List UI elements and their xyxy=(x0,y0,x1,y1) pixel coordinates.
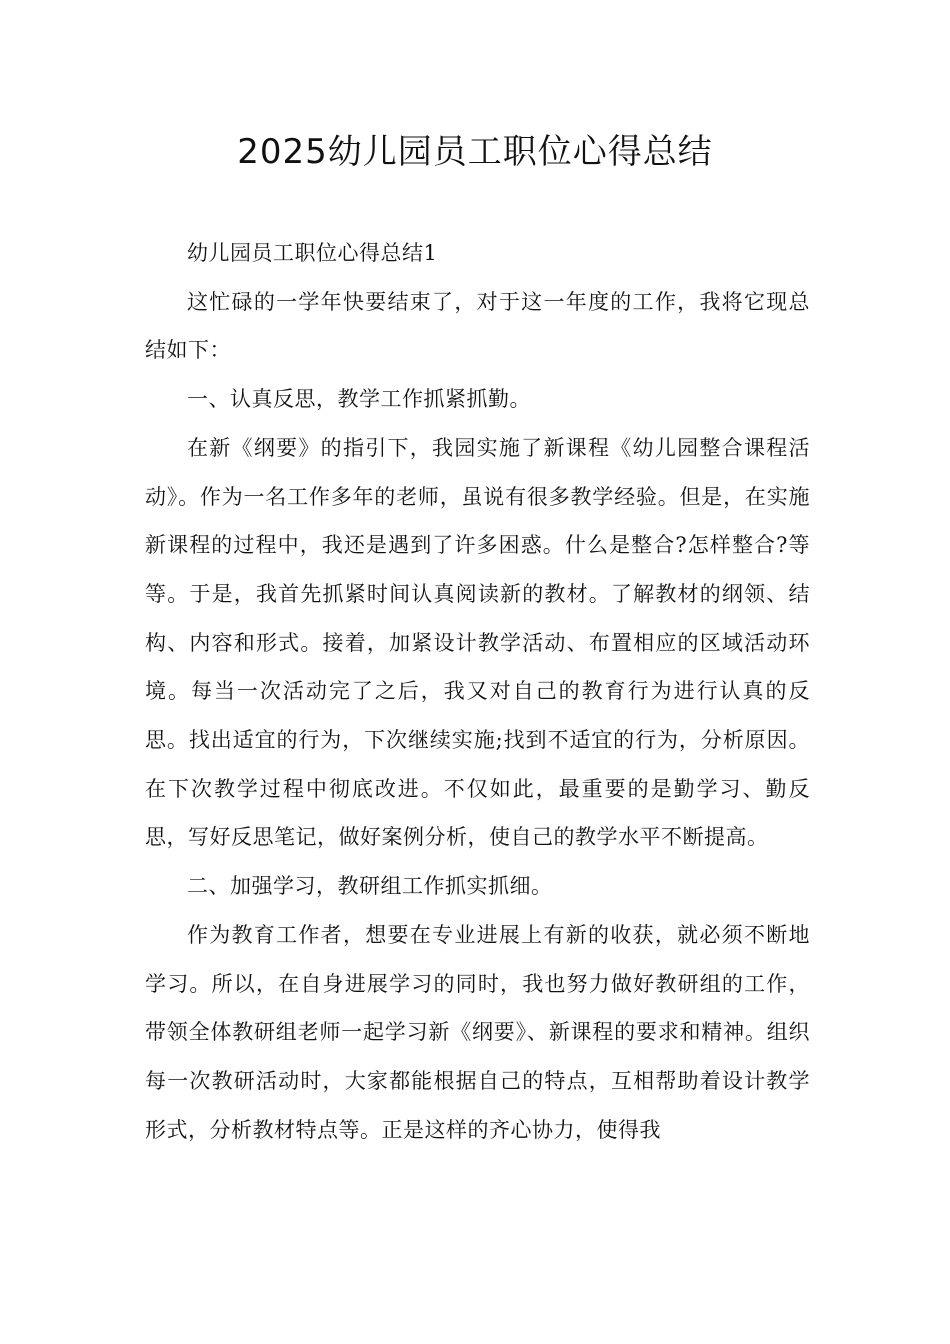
section-heading: 幼儿园员工职位心得总结1 xyxy=(187,241,438,265)
body-paragraph-research-group: 作为教育工作者，想要在专业进展上有新的收获，就必须不断地学习。所以，在自身进展学习的同时，我也努力做好教研组的工作，带领全体教研组老师一起学习新《纲要》、新课程的要求和精神。组织每一次教研活动时，大家都能根据自己的特点，互相帮助着设计教学形式，分析教材特点等。正是这样的齐心协力，使得我 xyxy=(145,922,810,1142)
document-title: 2025幼儿园员工职位心得总结 xyxy=(237,132,713,172)
body-paragraph-teaching: 在新《纲要》的指引下，我园实施了新课程《幼儿园整合课程活动》。作为一名工作多年的老师，虽说有很多教学经验。但是，在实施新课程的过程中，我还是遇到了许多困惑。什么是整合?怎样整合?等等。于是，我首先抓紧时间认真阅读新的教材。了解教材的纲领、结构、内容和形式。接着，加紧设计教学活动、布置相应的区域活动环境。每当一次活动完了之后，我又对自己的教育行为进行认真的反思。找出适宜的行为，下次继续实施;找到不适宜的行为，分析原因。在下次教学过程中彻底改进。不仅如此，最重要的是勤学习、勤反思，写好反思笔记，做好案例分析，使自己的教学水平不断提高。 xyxy=(145,435,810,850)
document-body xyxy=(145,229,810,1154)
subheading-reflection: 一、认真反思，教学工作抓紧抓勤。 xyxy=(187,387,531,412)
intro-paragraph: 这忙碌的一学年快要结束了，对于这一年度的工作，我将它现总结如下： xyxy=(145,289,810,363)
subheading-study: 二、加强学习，教研组工作抓实抓细。 xyxy=(187,874,553,899)
